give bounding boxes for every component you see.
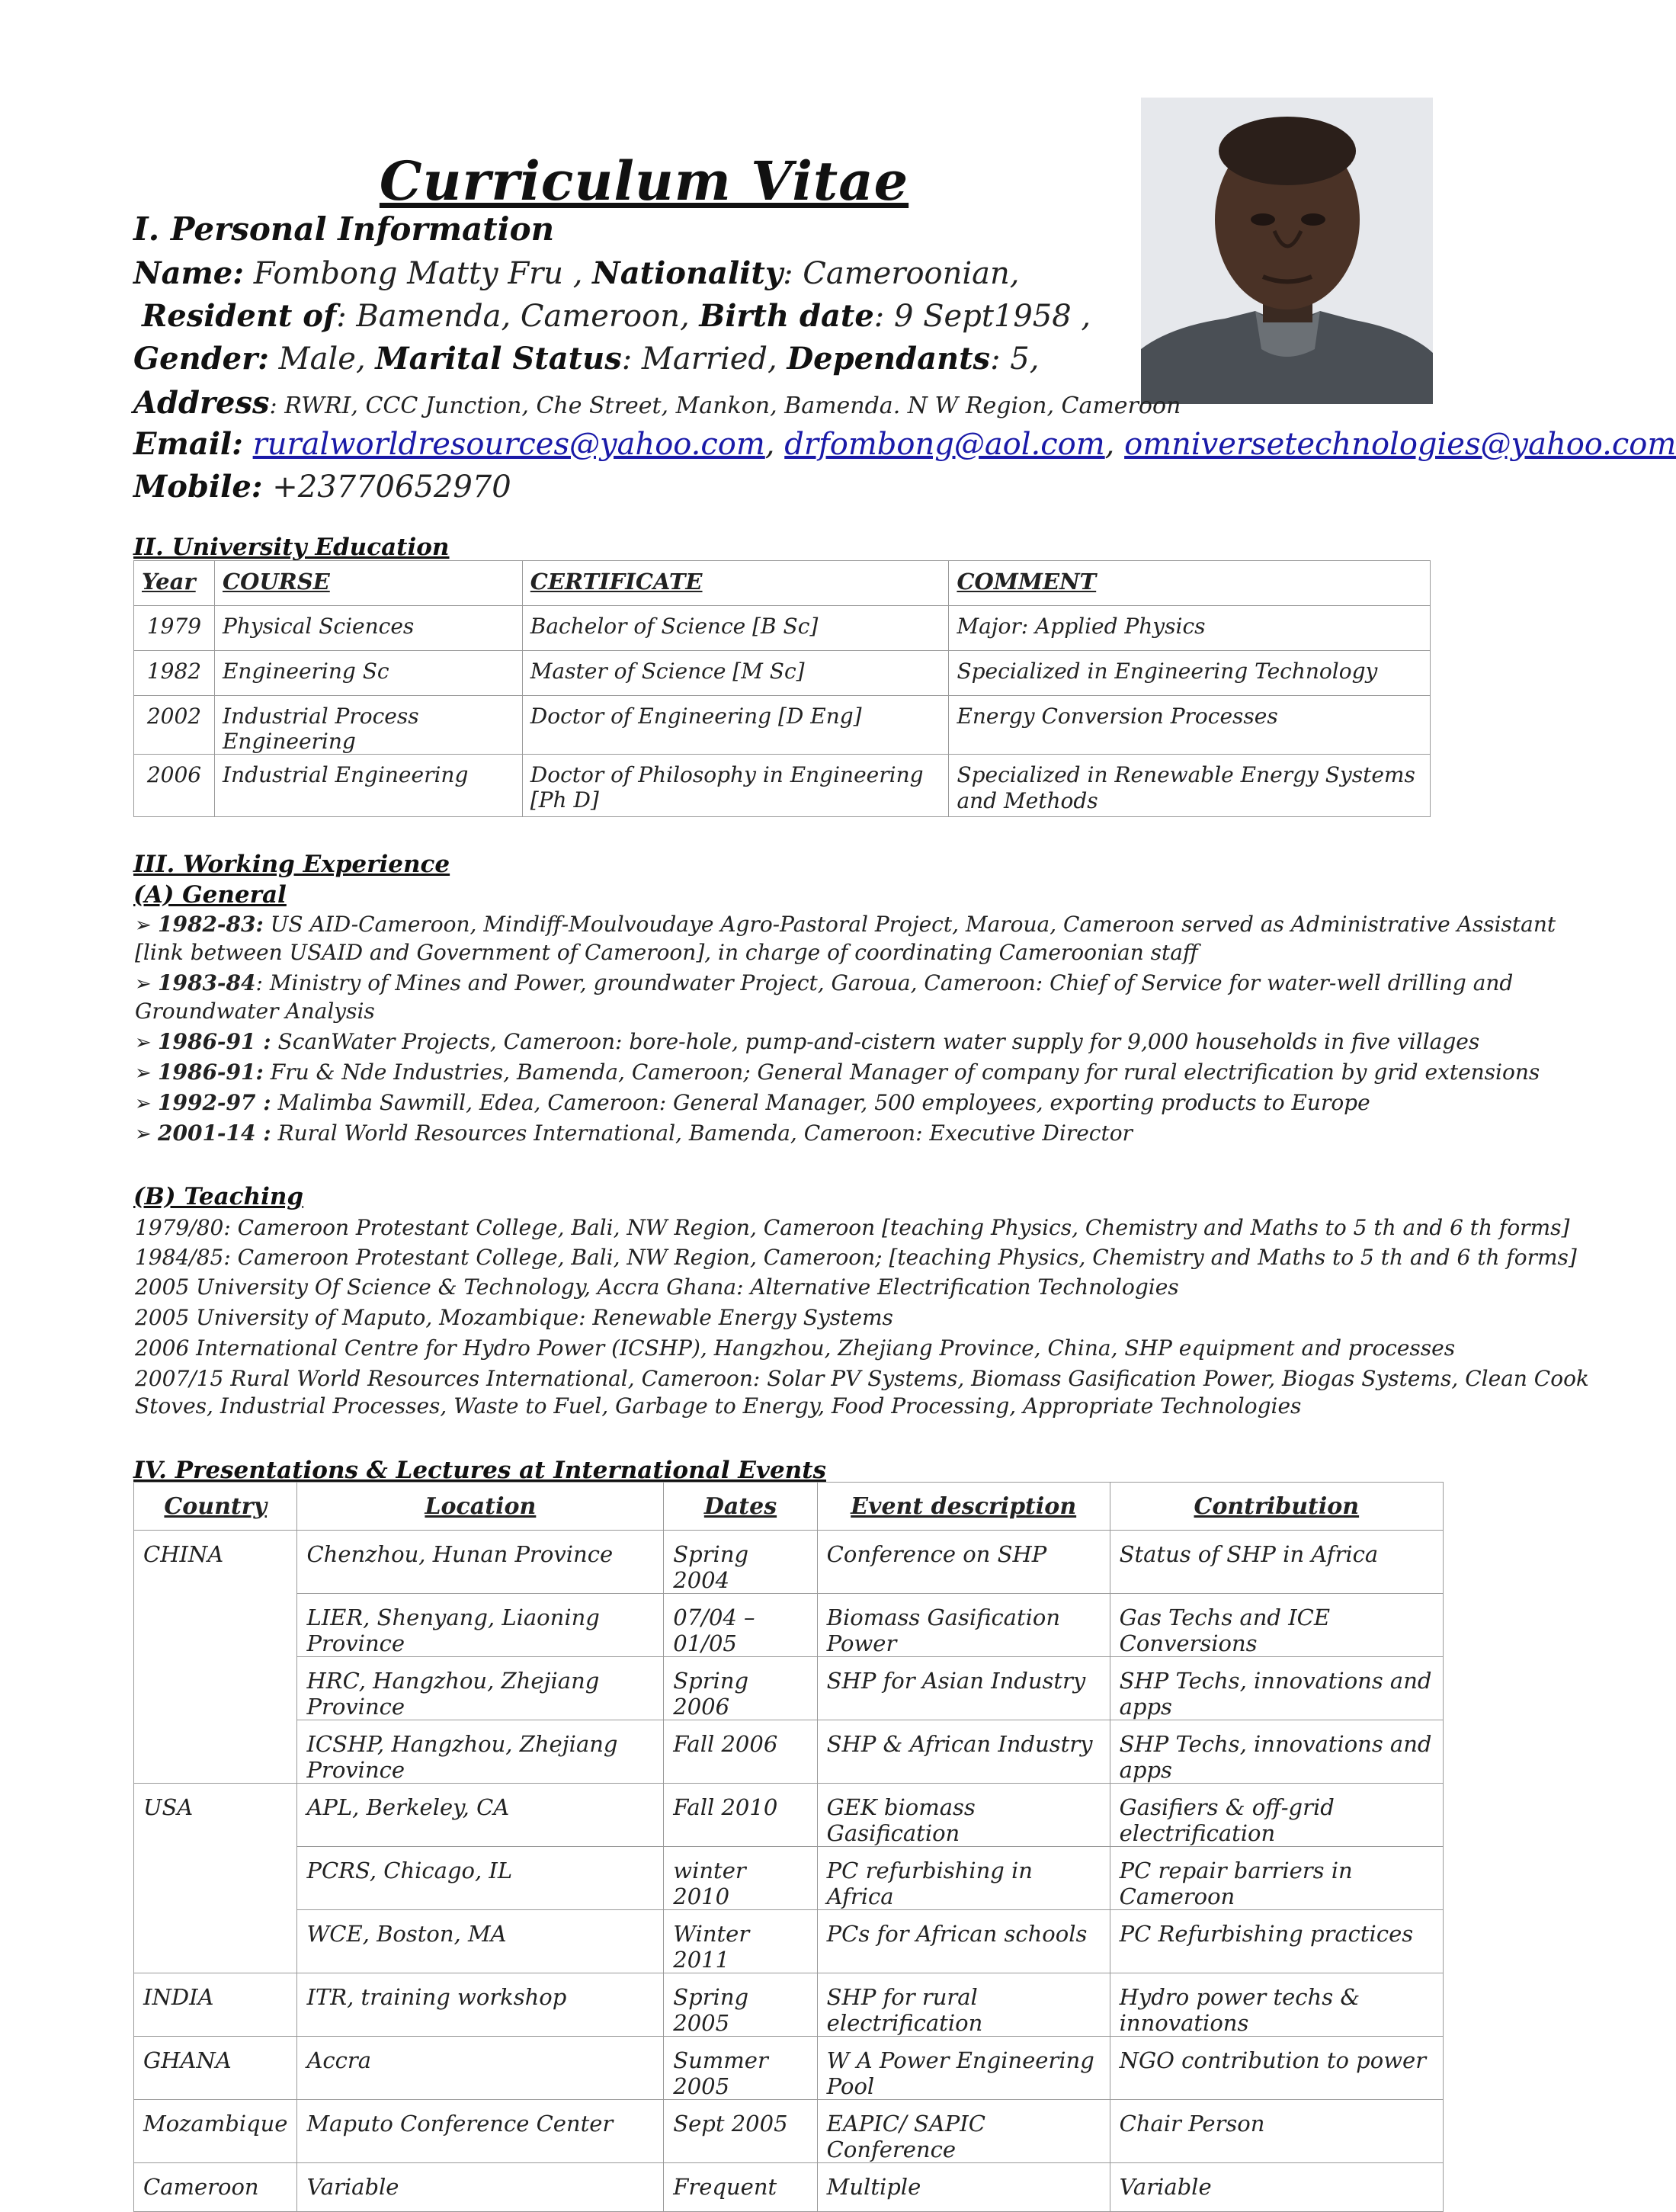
name-line <box>133 253 1020 294</box>
dependants-value: : 5, <box>990 341 1040 377</box>
experience-years: 2001-14 : <box>158 1120 271 1146</box>
education-certificate: Master of Science [M Sc] <box>522 651 949 696</box>
table-row <box>134 1531 1444 1594</box>
experience-years: 1986-91: <box>158 1060 264 1085</box>
nationality-value: : Cameroonian, <box>783 256 1020 291</box>
education-header-row <box>134 561 1431 606</box>
address-line <box>133 383 1181 427</box>
email-link-omniverse[interactable]: omniversetechnologies@yahoo.com <box>1124 427 1676 462</box>
education-comment: Specialized in Renewable Energy Systems and Methods <box>949 755 1431 817</box>
presentation-country: GHANA <box>134 2037 297 2100</box>
table-row <box>134 1973 1444 2037</box>
table-row <box>134 2037 1444 2100</box>
education-heading: II. University Education <box>133 534 450 561</box>
email-separator: , <box>764 427 785 462</box>
teaching-line: 2007/15 Rural World Resources International, Cameroon: Solar PV Systems, Biomass Gasification Power, Biogas Systems, Clean Cook <box>135 1366 1589 1391</box>
presentation-contribution: PC Refurbishing practices <box>1110 1910 1443 1973</box>
experience-text: Fru & Nde Industries, Bamenda, Cameroon; General Manager of company for rural electrification by grid extensions <box>263 1060 1540 1085</box>
gender-value: Male, <box>268 341 376 377</box>
education-comment: Energy Conversion Processes <box>949 696 1431 755</box>
mobile-label: Mobile: <box>133 469 263 505</box>
teaching-line: Stoves, Industrial Processes, Waste to Fuel, Garbage to Energy, Food Processing, Appropriate Technologies <box>135 1393 1302 1419</box>
address-label: Address <box>133 385 270 421</box>
list-item <box>135 1027 1479 1057</box>
mobile-value: +23770652970 <box>262 470 511 505</box>
presentation-country <box>134 1847 297 1910</box>
education-certificate: Doctor of Engineering [D Eng] <box>522 696 949 755</box>
presentation-country <box>134 1910 297 1973</box>
experience-text: Malimba Sawmill, Edea, Cameroon: General Manager, 500 employees, exporting products to Europe <box>271 1090 1370 1115</box>
presentation-event: SHP for rural electrification <box>817 1973 1110 2037</box>
teaching-heading: (B) Teaching <box>133 1183 304 1210</box>
birth-date-value: : 9 Sept1958 , <box>873 299 1091 334</box>
experience-years: 1982-83: <box>158 912 264 937</box>
presentation-contribution: PC repair barriers in Cameroon <box>1110 1847 1443 1910</box>
presentation-dates: Winter 2011 <box>664 1910 817 1973</box>
name-value: Fombong Matty Fru , <box>244 256 593 291</box>
arrow-bullet-icon: ➢ <box>135 914 152 937</box>
gender-line <box>133 338 1039 380</box>
presentation-event: EAPIC/ SAPIC Conference <box>817 2100 1110 2163</box>
marital-label: Marital Status <box>375 341 622 377</box>
presentations-header-dates: Dates <box>664 1483 817 1531</box>
arrow-bullet-icon: ➢ <box>135 973 152 995</box>
presentation-contribution: NGO contribution to power <box>1110 2037 1443 2100</box>
teaching-line: 2006 International Centre for Hydro Power (ICSHP), Hangzhou, Zhejiang Province, China, SHP equipment and processes <box>135 1335 1456 1361</box>
education-table <box>133 560 1431 817</box>
email-label: Email: <box>133 426 243 462</box>
table-row <box>134 606 1431 651</box>
presentation-country: Mozambique <box>134 2100 297 2163</box>
table-row <box>134 2100 1444 2163</box>
teaching-line: 2005 University Of Science & Technology, Accra Ghana: Alternative Electrification Technologies <box>135 1274 1179 1300</box>
table-row <box>134 696 1431 755</box>
presentation-location: WCE, Boston, MA <box>297 1910 664 1973</box>
education-course: Physical Sciences <box>214 606 522 651</box>
education-header-certificate: CERTIFICATE <box>522 561 949 606</box>
presentation-contribution: Hydro power techs & innovations <box>1110 1973 1443 2037</box>
experience-years: 1992-97 : <box>158 1090 271 1115</box>
presentation-dates: Sept 2005 <box>664 2100 817 2163</box>
arrow-bullet-icon: ➢ <box>135 1031 152 1054</box>
presentation-contribution: Variable <box>1110 2163 1443 2212</box>
education-year: 1982 <box>134 651 215 696</box>
education-course: Industrial Engineering <box>214 755 522 817</box>
table-row <box>134 1657 1444 1720</box>
portrait-image <box>1141 98 1433 404</box>
education-comment: Major: Applied Physics <box>949 606 1431 651</box>
presentation-event: Biomass Gasification Power <box>817 1594 1110 1657</box>
presentation-location: APL, Berkeley, CA <box>297 1784 664 1847</box>
education-certificate: Doctor of Philosophy in Engineering [Ph D] <box>522 755 949 817</box>
presentation-event: PC refurbishing in Africa <box>817 1847 1110 1910</box>
education-year: 2002 <box>134 696 215 755</box>
resident-value: : Bamenda, Cameroon, <box>336 299 700 334</box>
table-row <box>134 1847 1444 1910</box>
presentation-dates: Fall 2010 <box>664 1784 817 1847</box>
birth-date-label: Birth date <box>699 298 874 334</box>
teaching-line: 1979/80: Cameroon Protestant College, Bali, NW Region, Cameroon [teaching Physics, Chemistry and Maths to 5 th and 6 th forms] <box>135 1215 1570 1240</box>
table-row <box>134 651 1431 696</box>
resident-label: Resident of <box>142 298 337 334</box>
presentations-header-country: Country <box>134 1483 297 1531</box>
experience-years: 1986-91 : <box>158 1029 271 1054</box>
presentation-event: GEK biomass Gasification <box>817 1784 1110 1847</box>
presentation-country <box>134 1720 297 1784</box>
list-item <box>135 969 1513 999</box>
email-line <box>133 424 1676 465</box>
portrait-photo <box>1141 98 1433 404</box>
presentation-country: Cameroon <box>134 2163 297 2212</box>
presentation-event: Multiple <box>817 2163 1110 2212</box>
presentation-country: USA <box>134 1784 297 1847</box>
education-comment: Specialized in Engineering Technology <box>949 651 1431 696</box>
presentations-header-event: Event description <box>817 1483 1110 1531</box>
presentation-contribution: SHP Techs, innovations and apps <box>1110 1657 1443 1720</box>
presentation-contribution: Gas Techs and ICE Conversions <box>1110 1594 1443 1657</box>
presentation-dates: winter 2010 <box>664 1847 817 1910</box>
table-row <box>134 755 1431 817</box>
presentation-location: ICSHP, Hangzhou, Zhejiang Province <box>297 1720 664 1784</box>
presentations-header-row <box>134 1483 1444 1531</box>
education-header-comment: COMMENT <box>949 561 1431 606</box>
presentation-location: LIER, Shenyang, Liaoning Province <box>297 1594 664 1657</box>
general-heading: (A) General <box>133 881 287 909</box>
education-certificate: Bachelor of Science [B Sc] <box>522 606 949 651</box>
presentation-event: SHP & African Industry <box>817 1720 1110 1784</box>
presentation-contribution: Chair Person <box>1110 2100 1443 2163</box>
name-label: Name: <box>133 255 245 291</box>
table-row <box>134 2163 1444 2212</box>
list-item <box>135 1088 1370 1118</box>
dependants-label: Dependants <box>787 341 991 377</box>
experience-heading: III. Working Experience <box>133 851 450 878</box>
list-item-continuation: [link between USAID and Government of Cameroon], in charge of coordinating Cameroonian staff <box>135 940 1198 965</box>
email-separator: , <box>1104 427 1125 462</box>
experience-text: ScanWater Projects, Cameroon: bore-hole, pump-and-cistern water supply for 9,000 households in five villages <box>271 1029 1480 1054</box>
table-row <box>134 1910 1444 1973</box>
presentation-event: W A Power Engineering Pool <box>817 2037 1110 2100</box>
list-item <box>135 1119 1133 1149</box>
experience-text: US AID-Cameroon, Mindiff-Moulvoudaye Agro-Pastoral Project, Maroua, Cameroon served as Administrative Assistant <box>263 912 1556 937</box>
presentation-country: CHINA <box>134 1531 297 1594</box>
presentation-location: Accra <box>297 2037 664 2100</box>
presentation-location: Chenzhou, Hunan Province <box>297 1531 664 1594</box>
resident-line <box>142 296 1091 337</box>
education-header-course: COURSE <box>214 561 522 606</box>
presentation-dates: Spring 2004 <box>664 1531 817 1594</box>
education-course: Engineering Sc <box>214 651 522 696</box>
mobile-line <box>133 466 511 508</box>
nationality-label: Nationality <box>592 255 784 291</box>
arrow-bullet-icon: ➢ <box>135 1123 152 1146</box>
presentations-header-location: Location <box>297 1483 664 1531</box>
presentation-location: ITR, training workshop <box>297 1973 664 2037</box>
marital-value: : Married, <box>621 341 787 377</box>
personal-info-heading: I. Personal Information <box>133 210 555 248</box>
table-row <box>134 1594 1444 1657</box>
presentations-heading: IV. Presentations & Lectures at International Events <box>133 1457 826 1484</box>
presentations-table <box>133 1482 1444 2212</box>
presentation-dates: 07/04 –01/05 <box>664 1594 817 1657</box>
presentation-location: PCRS, Chicago, IL <box>297 1847 664 1910</box>
presentation-event: SHP for Asian Industry <box>817 1657 1110 1720</box>
email-link-ruralworld[interactable]: ruralworldresources@yahoo.com <box>252 427 765 462</box>
education-year: 1979 <box>134 606 215 651</box>
gender-label: Gender: <box>133 341 269 377</box>
presentation-contribution: SHP Techs, innovations and apps <box>1110 1720 1443 1784</box>
list-item <box>135 910 1556 940</box>
list-item <box>135 1058 1540 1088</box>
presentation-country: INDIA <box>134 1973 297 2037</box>
presentation-location: Variable <box>297 2163 664 2212</box>
arrow-bullet-icon: ➢ <box>135 1092 152 1115</box>
presentation-event: Conference on SHP <box>817 1531 1110 1594</box>
list-item-continuation: Groundwater Analysis <box>135 999 375 1024</box>
presentation-contribution: Status of SHP in Africa <box>1110 1531 1443 1594</box>
teaching-line: 1984/85: Cameroon Protestant College, Bali, NW Region, Cameroon; [teaching Physics, Chemistry and Maths to 5 th and 6 th forms] <box>135 1245 1577 1270</box>
experience-text: : Ministry of Mines and Power, groundwater Project, Garoua, Cameroon: Chief of Service for water-well drilling and <box>255 970 1514 995</box>
education-year: 2006 <box>134 755 215 817</box>
presentation-location: Maputo Conference Center <box>297 2100 664 2163</box>
presentations-header-contribution: Contribution <box>1110 1483 1443 1531</box>
presentation-contribution: Gasifiers & off-grid electrification <box>1110 1784 1443 1847</box>
education-header-year: Year <box>134 561 215 606</box>
education-course: Industrial Process Engineering <box>214 696 522 755</box>
table-row <box>134 1784 1444 1847</box>
email-link-drfombong[interactable]: drfombong@aol.com <box>784 427 1105 462</box>
table-row <box>134 1720 1444 1784</box>
document-title: Curriculum Vitae <box>379 149 909 213</box>
presentation-country <box>134 1594 297 1657</box>
presentation-dates: Spring 2005 <box>664 1973 817 2037</box>
experience-years: 1983-84 <box>158 970 256 995</box>
teaching-line: 2005 University of Maputo, Mozambique: Renewable Energy Systems <box>135 1305 893 1330</box>
experience-text: Rural World Resources International, Bamenda, Cameroon: Executive Director <box>271 1120 1133 1146</box>
presentation-dates: Fall 2006 <box>664 1720 817 1784</box>
presentation-location: HRC, Hangzhou, Zhejiang Province <box>297 1657 664 1720</box>
presentation-event: PCs for African schools <box>817 1910 1110 1973</box>
presentation-country <box>134 1657 297 1720</box>
presentation-dates: Frequent <box>664 2163 817 2212</box>
presentation-dates: Spring 2006 <box>664 1657 817 1720</box>
address-value: : RWRI, CCC Junction, Che Street, Mankon, Bamenda. N W Region, Cameroon <box>269 393 1181 419</box>
arrow-bullet-icon: ➢ <box>135 1062 152 1085</box>
presentation-dates: Summer 2005 <box>664 2037 817 2100</box>
